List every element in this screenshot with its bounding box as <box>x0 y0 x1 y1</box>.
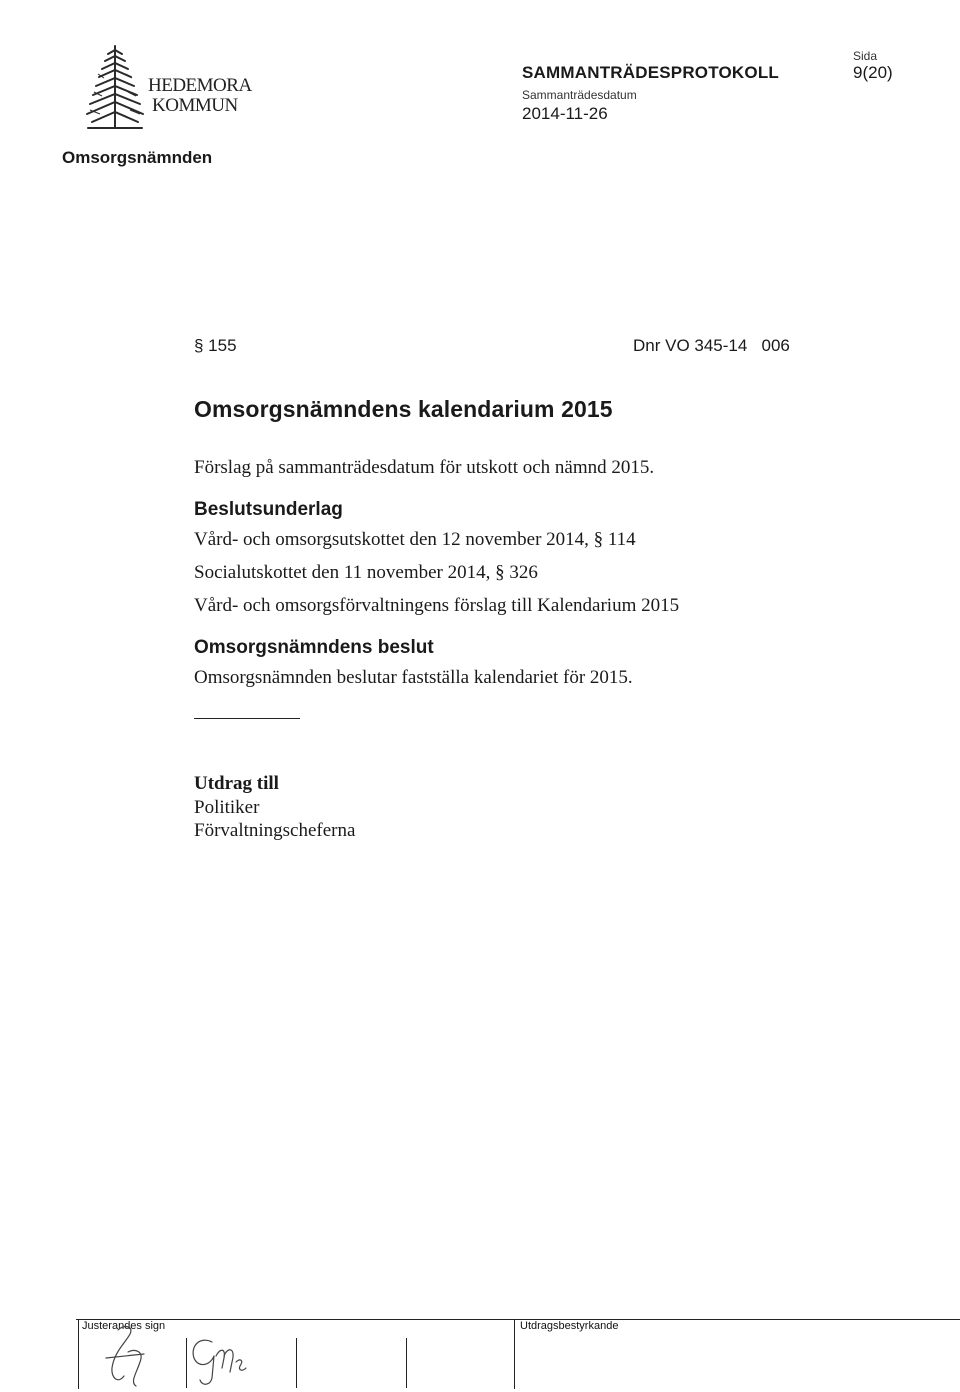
case-reference: Dnr VO 345-14 006 <box>633 336 790 355</box>
intro-text: Förslag på sammanträdesdatum för utskott och nämnd 2015. <box>194 457 655 478</box>
certification-label: Utdragsbestyrkande <box>520 1320 619 1332</box>
basis-item: Socialutskottet den 11 november 2014, § 326 <box>194 562 538 583</box>
basis-item: Vård- och omsorgsutskottet den 12 november 2014, § 114 <box>194 529 636 550</box>
document-title: SAMMANTRÄDESPROTOKOLL <box>522 63 779 82</box>
decision-heading: Omsorgsnämndens beslut <box>194 637 434 658</box>
adjusters-signature-label: Justerandes sign <box>82 1320 166 1332</box>
signature-box-divider <box>78 1319 79 1389</box>
handwritten-initials <box>100 1322 290 1388</box>
municipality-name-line2: KOMMUN <box>152 95 238 116</box>
case-title: Omsorgsnämndens kalendarium 2015 <box>194 396 613 422</box>
basis-heading: Beslutsunderlag <box>194 499 343 520</box>
extract-heading: Utdrag till <box>194 773 279 794</box>
page-number: 9(20) <box>853 63 893 82</box>
municipality-name-line1: HEDEMORA <box>148 75 252 96</box>
basis-item: Vård- och omsorgsförvaltningens förslag till Kalendarium 2015 <box>194 595 680 616</box>
decision-text: Omsorgsnämnden beslutar fastställa kalendariet för 2015. <box>194 667 633 688</box>
committee-name: Omsorgsnämnden <box>62 148 213 167</box>
meeting-date-label: Sammanträdesdatum <box>522 88 637 102</box>
spruce-tree-icon <box>84 44 146 130</box>
signature-box-divider <box>296 1338 297 1388</box>
paragraph-number: § 155 <box>194 336 237 355</box>
meeting-date-value: 2014-11-26 <box>522 104 608 123</box>
extract-recipient: Politiker <box>194 797 260 818</box>
footer-rule <box>76 1319 960 1320</box>
extract-recipient: Förvaltningscheferna <box>194 820 356 841</box>
signature-box-divider <box>406 1338 407 1388</box>
page-label: Sida <box>853 49 878 63</box>
signature-box-divider <box>514 1319 515 1389</box>
divider-rule <box>194 718 300 719</box>
municipality-name <box>148 76 252 116</box>
